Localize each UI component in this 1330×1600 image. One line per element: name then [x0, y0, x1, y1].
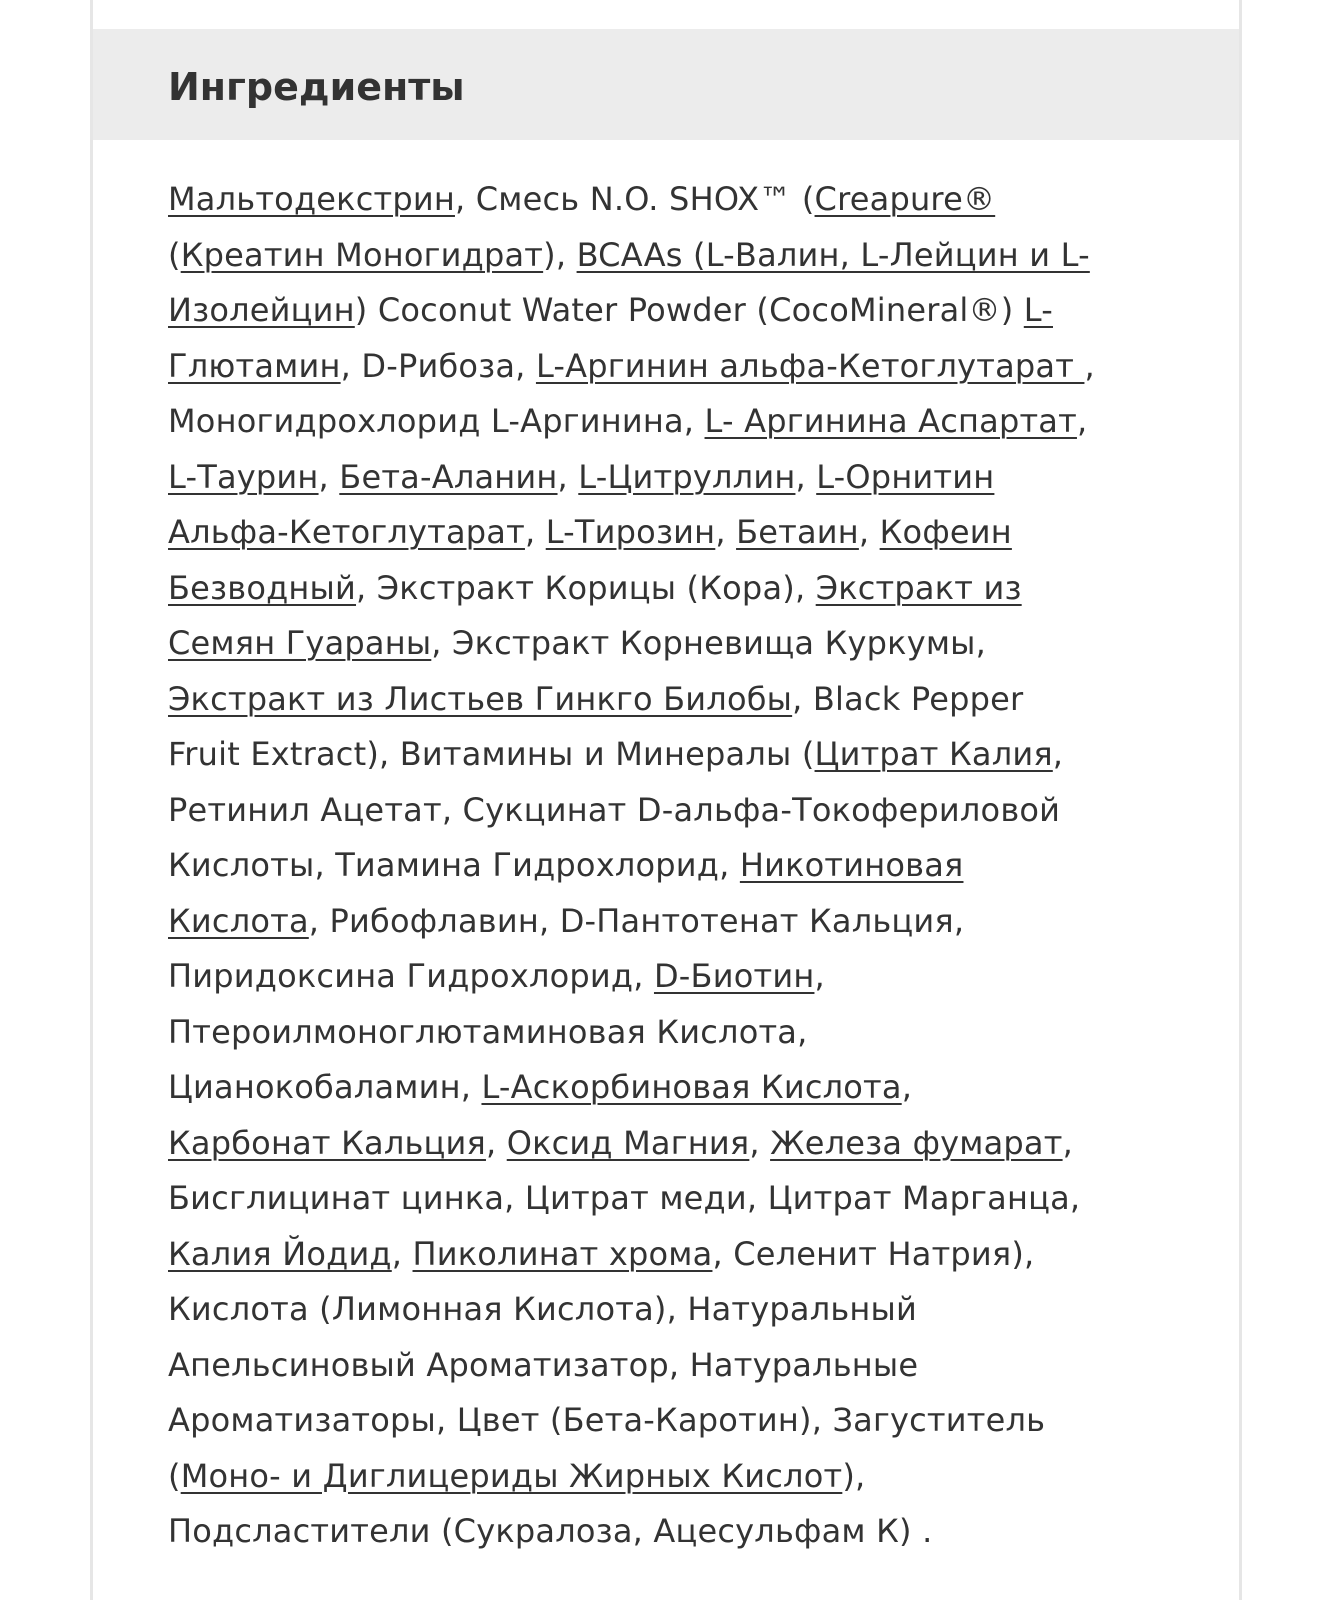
ingredients-line [168, 672, 1158, 728]
ingredient-link[interactable]: Никотиновая [739, 846, 964, 884]
ingredients-line [168, 949, 1158, 1005]
ingredient-text: , Рибофлавин, D-Пантотенат Кальция, [308, 901, 965, 940]
ingredient-text: , [1084, 346, 1095, 385]
ingredients-line [168, 894, 1158, 950]
ingredient-link[interactable]: L-Орнитин [816, 457, 995, 496]
ingredient-text: , [814, 957, 825, 995]
ingredient-text: Fruit Extract), Витамины и Минералы ( [168, 735, 815, 773]
ingredient-text: , [1062, 1123, 1073, 1162]
ingredients-line [168, 838, 1158, 894]
ingredient-link[interactable]: L-Аскорбиновая Кислота [481, 1068, 902, 1106]
ingredient-link[interactable]: Кофеин [879, 513, 1012, 551]
ingredients-line [168, 1504, 1158, 1560]
ingredient-text: Бисглицинат цинка, Цитрат меди, Цитрат Марганца, [168, 1179, 1081, 1217]
ingredient-text: , [858, 513, 880, 551]
ingredients-line [168, 450, 1158, 506]
ingredient-text: , Селенит Натрия), [712, 1234, 1035, 1273]
ingredient-link[interactable]: L-Аргинин альфа-Кетоглутарат [535, 346, 1085, 385]
ingredient-text: , [795, 457, 817, 496]
ingredient-text: ), [543, 235, 577, 274]
ingredients-line [168, 561, 1158, 617]
ingredient-text: Птероилмоноглютаминовая Кислота, [168, 1012, 808, 1051]
ingredient-text: Подсластители (Сукралоза, Ацесульфам К) . [168, 1512, 933, 1550]
section-header [93, 29, 1239, 140]
ingredient-link[interactable]: Моно- и Диглицериды Жирных Кислот [180, 1456, 843, 1495]
ingredients-line [168, 1282, 1158, 1338]
ingredient-link[interactable]: Экстракт из Листьев Гинкго Билобы [168, 679, 793, 718]
ingredients-line [168, 616, 1158, 672]
ingredient-text: , [391, 1234, 413, 1273]
ingredient-link[interactable]: Экстракт из [815, 568, 1022, 607]
ingredient-link[interactable]: L-Тирозин [545, 513, 716, 551]
ingredient-link[interactable]: Калия Йодид [168, 1234, 392, 1273]
ingredient-text: Ретинил Ацетат, Сукцинат D-альфа-Токофериловой [168, 790, 1061, 829]
ingredient-link[interactable]: Цитрат Калия [814, 735, 1053, 773]
ingredient-text: , [557, 457, 579, 496]
ingredient-link[interactable]: Кислота [168, 901, 309, 940]
ingredient-link[interactable]: BCAAs (L-Валин, L-Лейцин и L- [576, 235, 1090, 274]
ingredient-link[interactable]: L- [1023, 291, 1053, 329]
ingredient-text: , [901, 1068, 913, 1106]
ingredient-link[interactable]: Альфа-Кетоглутарат [168, 513, 525, 551]
ingredient-link[interactable]: Бетаин [736, 513, 859, 551]
ingredient-link[interactable]: Глютамин [168, 346, 341, 385]
ingredient-text: , [524, 513, 546, 551]
ingredients-line [168, 1338, 1158, 1394]
ingredient-link[interactable]: Безводный [168, 568, 357, 607]
ingredient-text: , [318, 457, 340, 496]
ingredient-text: ( [168, 1456, 181, 1495]
ingredient-text: Кислота (Лимонная Кислота), Натуральный [168, 1290, 917, 1328]
ingredients-text [168, 172, 1158, 1560]
ingredient-link[interactable]: L-Цитруллин [578, 457, 796, 496]
ingredients-panel [90, 0, 1242, 1600]
ingredient-link[interactable]: L- Аргинина Аспартат [704, 402, 1077, 440]
ingredient-text: , [749, 1123, 771, 1162]
ingredient-link[interactable]: Пиколинат хрома [412, 1234, 713, 1273]
ingredients-line [168, 394, 1158, 450]
section-title: Ингредиенты [168, 65, 465, 109]
ingredient-text: , Экстракт Корневища Куркумы, [431, 624, 987, 662]
ingredient-link[interactable]: Семян Гуараны [168, 624, 432, 662]
ingredient-text: , D-Рибоза, [340, 346, 536, 385]
ingredient-link[interactable]: Мальтодекстрин [168, 180, 455, 218]
ingredient-text: ) Coconut Water Powder (CocoMineral®) [354, 291, 1024, 329]
ingredient-link[interactable]: Креатин Моногидрат [180, 235, 544, 274]
ingredient-link[interactable]: D-Биотин [653, 957, 815, 995]
ingredients-line [168, 172, 1158, 228]
ingredients-line [168, 783, 1158, 839]
ingredient-text: , Смесь N.O. SHOX™ ( [454, 180, 815, 218]
ingredient-link[interactable]: Карбонат Кальция [168, 1123, 486, 1162]
ingredient-text: , Black Pepper [792, 679, 1024, 718]
ingredient-text: Ароматизаторы, Цвет (Бета-Каротин), Загуститель [168, 1401, 1046, 1439]
ingredients-line [168, 727, 1158, 783]
ingredients-line [168, 505, 1158, 561]
ingredients-line [168, 228, 1158, 284]
ingredients-line [168, 1171, 1158, 1227]
ingredients-line [168, 1393, 1158, 1449]
ingredients-line [168, 339, 1158, 395]
ingredient-text: ( [168, 235, 181, 274]
ingredients-line [168, 1449, 1158, 1505]
ingredients-line [168, 1060, 1158, 1116]
ingredient-link[interactable]: Creapure® [814, 180, 996, 218]
ingredient-text: Пиридоксина Гидрохлорид, [168, 957, 654, 995]
ingredient-text: , [485, 1123, 507, 1162]
ingredients-line [168, 1005, 1158, 1061]
ingredient-link[interactable]: L-Таурин [168, 457, 319, 496]
ingredient-text: , Экстракт Корицы (Кора), [356, 568, 816, 607]
ingredient-text: , [1076, 402, 1088, 440]
ingredient-text: Моногидрохлорид L-Аргинина, [168, 402, 705, 440]
ingredient-text: , [1052, 735, 1064, 773]
ingredient-link[interactable]: Бета-Аланин [339, 457, 558, 496]
ingredient-text: , [715, 513, 737, 551]
ingredients-line [168, 1116, 1158, 1172]
ingredient-link[interactable]: Изолейцин [168, 291, 355, 329]
ingredients-line [168, 1227, 1158, 1283]
ingredient-text: Цианокобаламин, [168, 1068, 482, 1106]
ingredient-text: Апельсиновый Ароматизатор, Натуральные [168, 1345, 919, 1384]
ingredient-link[interactable]: Оксид Магния [506, 1123, 750, 1162]
ingredient-text: ), [842, 1456, 866, 1495]
ingredients-line [168, 283, 1158, 339]
ingredient-text: Кислоты, Тиамина Гидрохлорид, [168, 846, 740, 884]
ingredient-link[interactable]: Железа фумарат [770, 1123, 1063, 1162]
